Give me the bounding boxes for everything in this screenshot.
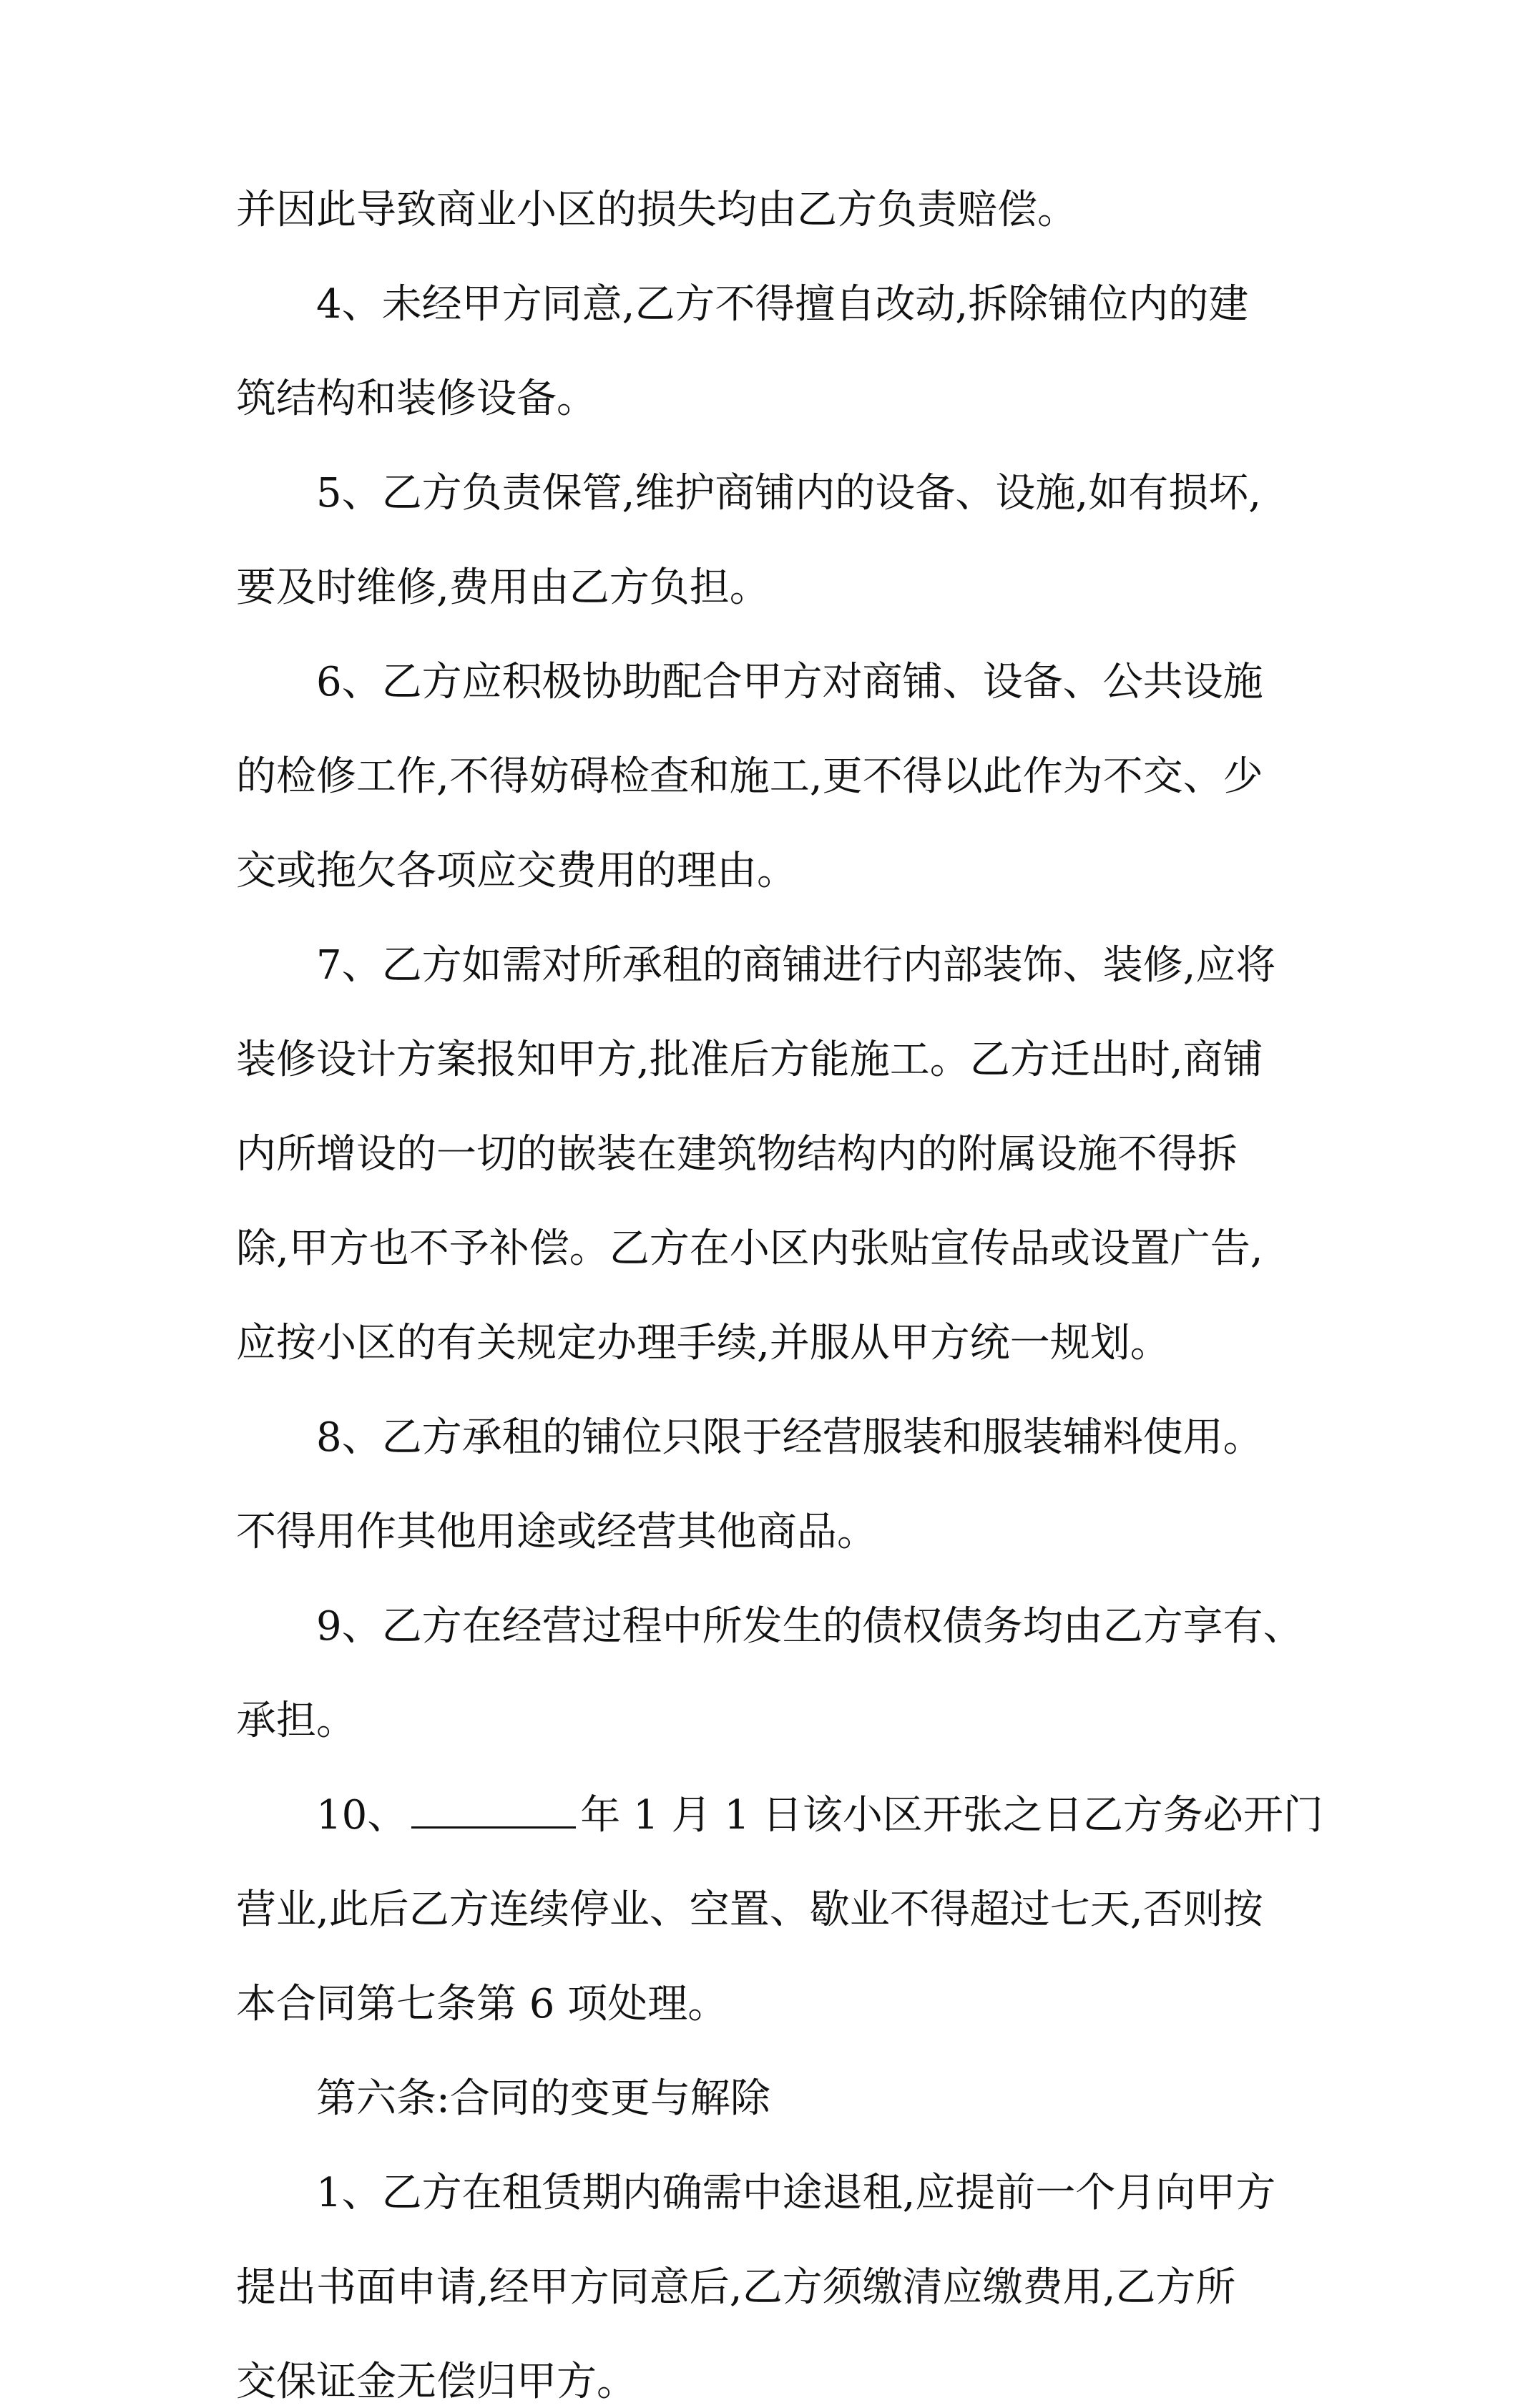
text-line: 8、乙方承租的铺位只限于经营服装和服装辅料使用。 [316, 1414, 1263, 1461]
heading-text: 第六条:合同的变更与解除 [316, 2075, 770, 2122]
item-number: 10、 [316, 1792, 408, 1839]
text-line: 承担。 [236, 1698, 356, 1744]
text-line: 营业,此后乙方连续停业、空置、歇业不得超过七天,否则按 [236, 1886, 1263, 1933]
text-line: 筑结构和装修设备。 [236, 376, 597, 422]
paragraph-item-4 [236, 279, 1303, 425]
document-page [236, 185, 1323, 2408]
paragraph-item-1 [236, 2168, 1303, 2408]
section-heading [236, 2073, 1303, 2125]
text-line: 本合同第七条第 6 项处理。 [236, 1981, 728, 2027]
paragraph-item-6 [236, 657, 1303, 897]
text-segment: 年 1 月 1 日该小区开张之日乙方务必开门 [580, 1792, 1323, 1839]
text-line: 装修设计方案报知甲方,批准后方能施工。乙方迁出时,商铺 [236, 1037, 1263, 1083]
text-line: 9、乙方在经营过程中所发生的债权债务均由乙方享有、 [316, 1603, 1303, 1650]
text-line: 应按小区的有关规定办理手续,并服从甲方统一规划。 [236, 1320, 1170, 1366]
text-line: 交保证金无偿归甲方。 [236, 2359, 637, 2405]
text-line: 并因此导致商业小区的损失均由乙方负责赔偿。 [236, 187, 1077, 233]
text-line [236, 1790, 1323, 1841]
paragraph-item-7 [236, 940, 1303, 1369]
text-line: 4、未经甲方同意,乙方不得擅自改动,拆除铺位内的建 [316, 281, 1249, 328]
text-line: 除,甲方也不予补偿。乙方在小区内张贴宣传品或设置广告, [236, 1225, 1263, 1272]
text-line: 1、乙方在租赁期内确需中途退租,应提前一个月向甲方 [316, 2170, 1276, 2216]
text-line: 提出书面申请,经甲方同意后,乙方须缴清应缴费用,乙方所 [236, 2264, 1236, 2311]
text-line: 不得用作其他用途或经营其他商品。 [236, 1509, 877, 1555]
text-line: 7、乙方如需对所承租的商铺进行内部装饰、装修,应将 [316, 942, 1276, 989]
text-line: 5、乙方负责保管,维护商铺内的设备、设施,如有损坏, [316, 470, 1262, 517]
paragraph-item-8 [236, 1412, 1303, 1558]
text-line: 交或拖欠各项应交费用的理由。 [236, 848, 797, 894]
fill-in-blank [411, 1792, 576, 1829]
text-line: 6、乙方应积极协助配合甲方对商铺、设备、公共设施 [316, 659, 1263, 705]
paragraph-item-5 [236, 468, 1303, 614]
text-line: 要及时维修,费用由乙方负担。 [236, 564, 770, 611]
paragraph [236, 185, 1303, 236]
text-line: 内所增设的一切的嵌装在建筑物结构内的附属设施不得拆 [236, 1131, 1238, 1178]
paragraph-item-10 [236, 1790, 1323, 2030]
text-line: 的检修工作,不得妨碍检查和施工,更不得以此作为不交、少 [236, 753, 1263, 800]
paragraph-item-9 [236, 1601, 1303, 1747]
